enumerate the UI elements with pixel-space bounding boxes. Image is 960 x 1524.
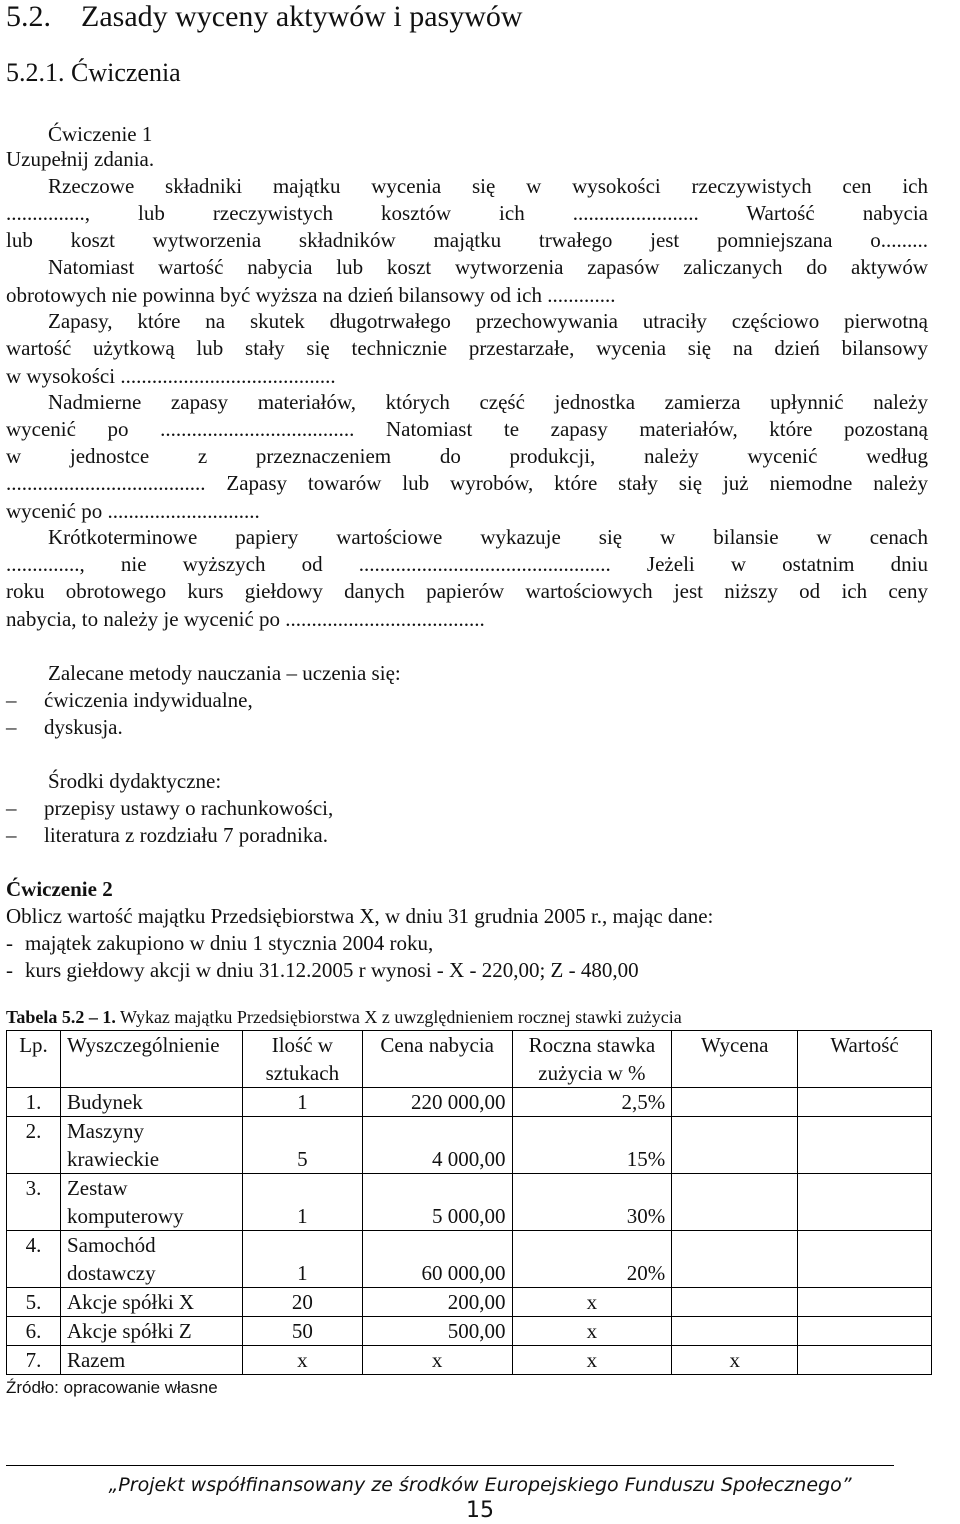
table-cell [672, 1317, 798, 1346]
table-cell: 60 000,00 [362, 1231, 512, 1288]
ex1-line: Krótkoterminowe papiery wartościowe wykazuje się w bilansie w cenach [48, 525, 928, 549]
methods-item: – dyskusja. [6, 715, 123, 739]
ex1-line: w jednostce z przeznaczeniem do produkcji, należy wycenić według [6, 444, 928, 468]
ex1-line: wycenić po ..................................... Natomiast te zapasy materiałów, które pozostaną [6, 417, 928, 441]
table-cell: x [362, 1346, 512, 1375]
table-cell: 20 [242, 1288, 362, 1317]
ex1-line: .............., nie wyższych od ................................................ Jeżeli w ostatnim dniu [6, 552, 928, 576]
table-row [7, 1317, 932, 1346]
table-header: Cena nabycia [362, 1031, 512, 1088]
table-cell [672, 1231, 798, 1288]
table-cell: 1 [242, 1174, 362, 1231]
table-cell: 6. [7, 1317, 61, 1346]
table-header: Roczna stawka zużycia w % [512, 1031, 672, 1088]
table-cell: 5 000,00 [362, 1174, 512, 1231]
ex1-line: ..............., lub rzeczywistych kosztów ich ........................ Wartość nabycia [6, 201, 928, 225]
table-cell: x [512, 1288, 672, 1317]
exercise2-item: - kurs giełdowy akcji w dniu 31.12.2005 r wynosi - X - 220,00; Z - 480,00 [6, 958, 639, 982]
table-cell: 1 [242, 1231, 362, 1288]
ex1-line: Natomiast wartość nabycia lub koszt wytworzenia zapasów zaliczanych do aktywów [48, 255, 928, 279]
table-cell: Maszyny krawieckie [60, 1117, 242, 1174]
subsection-heading: 5.2.1. Ćwiczenia [6, 58, 181, 87]
table-row [7, 1231, 932, 1288]
table-cell: 7. [7, 1346, 61, 1375]
ex1-line: roku obrotowego kurs giełdowy danych papierów wartościowych jest niższy od ich ceny [6, 579, 928, 603]
table-cell: x [242, 1346, 362, 1375]
table-header: Wyszczególnienie [60, 1031, 242, 1088]
table-cell: Akcje spółki X [60, 1288, 242, 1317]
table-cell: 50 [242, 1317, 362, 1346]
table-cell: 200,00 [362, 1288, 512, 1317]
ex1-line: wartość użytkową lub stały się technicznie przestarzałe, wycenia się na dzień bilansowy [6, 336, 928, 360]
footer-divider [6, 1465, 894, 1466]
table-row [7, 1288, 932, 1317]
means-title: Środki dydaktyczne: [48, 769, 222, 793]
ex1-line: nabycia, to należy je wycenić po ...................................... [6, 607, 485, 631]
table-header-row [7, 1031, 932, 1088]
table-cell: Zestaw komputerowy [60, 1174, 242, 1231]
table-cell: 3. [7, 1174, 61, 1231]
table-cell: Samochód dostawczy [60, 1231, 242, 1288]
table-row [7, 1088, 932, 1117]
section-heading: 5.2. Zasady wyceny aktywów i pasywów [6, 0, 523, 33]
ex1-line: Nadmierne zapasy materiałów, których część jednostka zamierza upłynnić należy [48, 390, 928, 414]
table-cell: 220 000,00 [362, 1088, 512, 1117]
table-cell: 30% [512, 1174, 672, 1231]
table-cell: 1 [242, 1088, 362, 1117]
table-cell: Razem [60, 1346, 242, 1375]
table-header: Ilość w sztukach [242, 1031, 362, 1088]
exercise1-instruction: Uzupełnij zdania. [6, 147, 155, 171]
table-cell: 2. [7, 1117, 61, 1174]
methods-item: – ćwiczenia indywidualne, [6, 688, 253, 712]
table-row [7, 1346, 932, 1375]
table-cell: 2,5% [512, 1088, 672, 1117]
table-cell [798, 1231, 932, 1288]
asset-table [6, 1030, 932, 1375]
table-header: Wycena [672, 1031, 798, 1088]
table-cell: 1. [7, 1088, 61, 1117]
table-cell [798, 1117, 932, 1174]
table-cell [672, 1088, 798, 1117]
exercise2-task: Oblicz wartość majątku Przedsiębiorstwa X, w dniu 31 grudnia 2005 r., mając dane: [6, 904, 714, 928]
table-cell: x [512, 1317, 672, 1346]
footer-project: „Projekt współfinansowany ze środków Europejskiego Funduszu Społecznego” [108, 1474, 852, 1496]
table-cell [798, 1317, 932, 1346]
table-row [7, 1174, 932, 1231]
table-header: Lp. [7, 1031, 61, 1088]
table-cell: 5 [242, 1117, 362, 1174]
table-cell: Akcje spółki Z [60, 1317, 242, 1346]
ex1-line: ...................................... Zapasy towarów lub wyrobów, które stały się już niemodne należy [6, 471, 928, 495]
table-cell: 4. [7, 1231, 61, 1288]
table-cell [672, 1174, 798, 1231]
table-row [7, 1117, 932, 1174]
ex1-line: Zapasy, które na skutek długotrwałego przechowywania utraciły częściowo pierwotną [48, 309, 928, 333]
table-cell [798, 1346, 932, 1375]
means-item: – przepisy ustawy o rachunkowości, [6, 796, 334, 820]
table-cell: x [512, 1346, 672, 1375]
table-cell [798, 1288, 932, 1317]
means-item: – literatura z rozdziału 7 poradnika. [6, 823, 328, 847]
table-source: Źródło: opracowanie własne [6, 1378, 218, 1397]
ex1-line: Rzeczowe składniki majątku wycenia się w wysokości rzeczywistych cen ich [48, 174, 928, 198]
table-cell [798, 1174, 932, 1231]
exercise2-item: - majątek zakupiono w dniu 1 stycznia 2004 roku, [6, 931, 434, 955]
ex1-line: lub koszt wytworzenia składników majątku trwałego jest pomniejszana o......... [6, 228, 928, 252]
table-cell: 500,00 [362, 1317, 512, 1346]
table-cell: 4 000,00 [362, 1117, 512, 1174]
table-caption: Tabela 5.2 – 1. Wykaz majątku Przedsiębiorstwa X z uwzględnieniem rocznej stawki zużycia [6, 1007, 682, 1027]
ex1-line: w wysokości ......................................... [6, 364, 336, 388]
exercise1-title: Ćwiczenie 1 [48, 122, 153, 146]
ex1-line: wycenić po ............................. [6, 499, 260, 523]
table-cell [798, 1088, 932, 1117]
table-cell: 5. [7, 1288, 61, 1317]
methods-title: Zalecane metody nauczania – uczenia się: [48, 661, 401, 685]
table-header: Wartość [798, 1031, 932, 1088]
page-number: 15 [466, 1498, 494, 1523]
exercise2-title: Ćwiczenie 2 [6, 877, 113, 901]
table-cell [672, 1117, 798, 1174]
table-cell: Budynek [60, 1088, 242, 1117]
table-cell: 15% [512, 1117, 672, 1174]
table-cell [672, 1288, 798, 1317]
ex1-line: obrotowych nie powinna być wyższa na dzień bilansowy od ich ............. [6, 283, 616, 307]
table-cell: x [672, 1346, 798, 1375]
table-cell: 20% [512, 1231, 672, 1288]
